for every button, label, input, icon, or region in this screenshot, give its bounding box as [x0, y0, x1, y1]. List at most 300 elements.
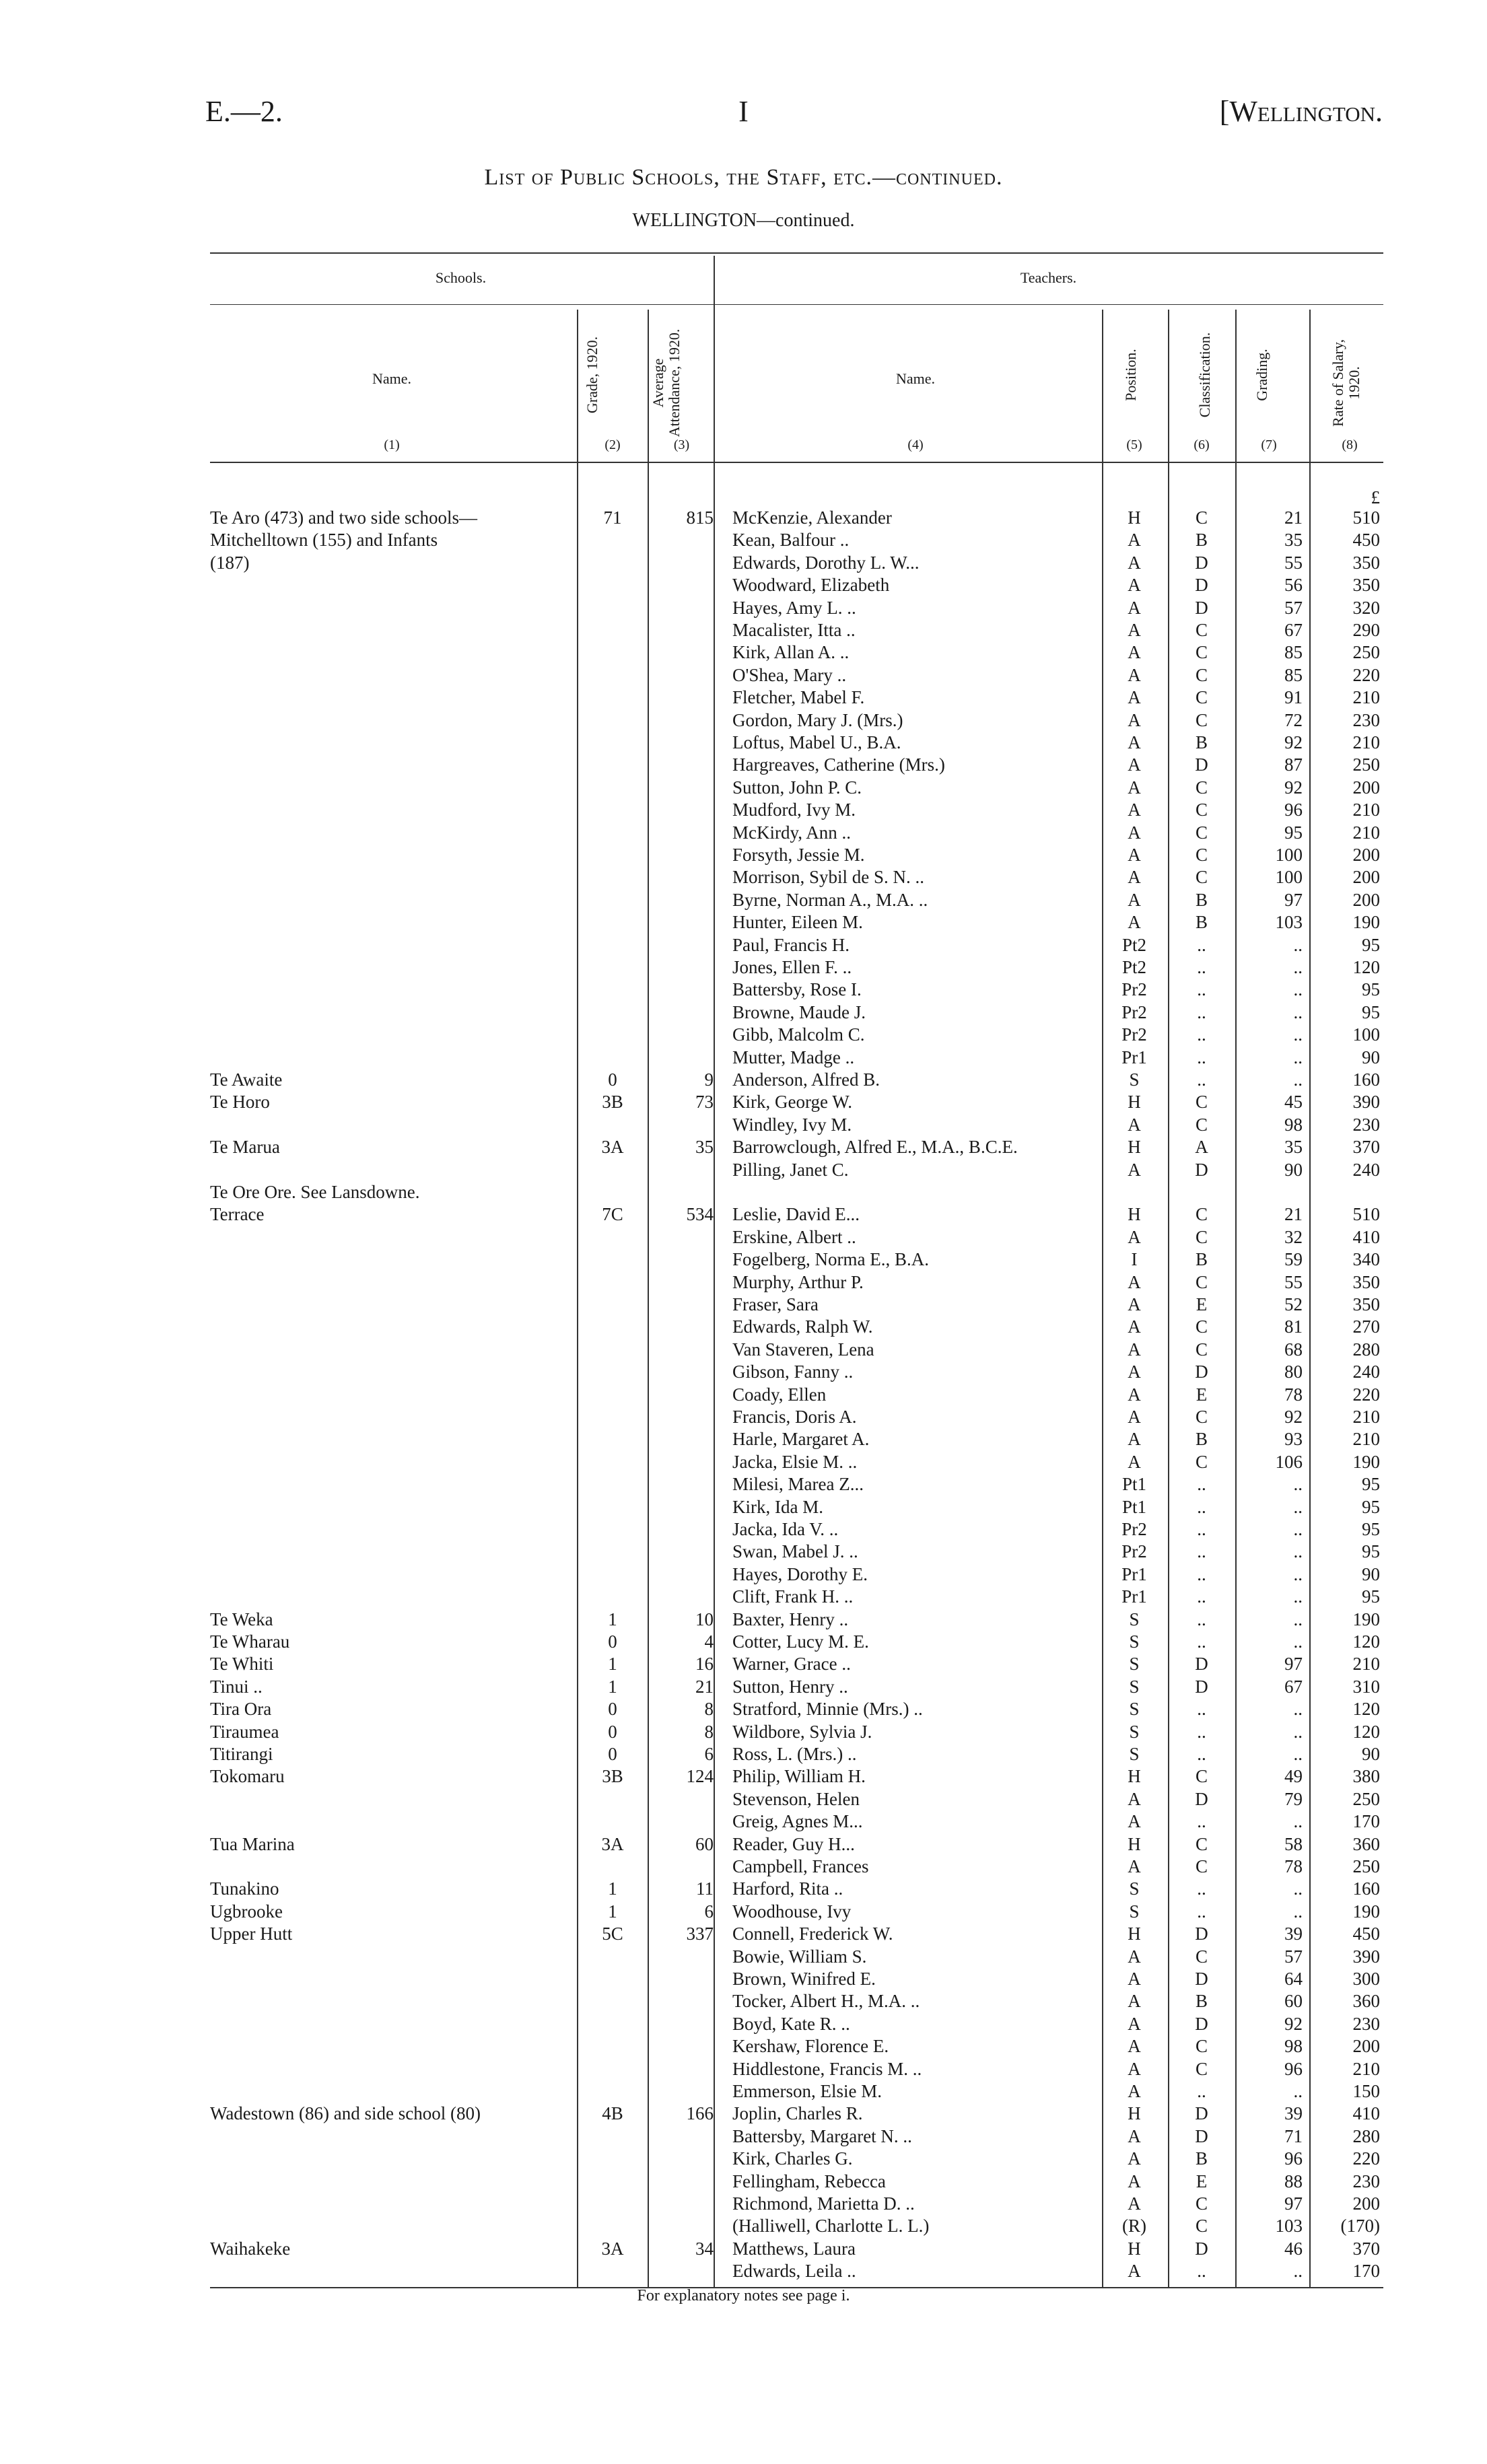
teacher-grading: 52: [1284, 1294, 1303, 1314]
teacher-name: Swan, Mabel J. ..: [732, 1541, 858, 1562]
teacher-classification: D: [1195, 1676, 1208, 1697]
teacher-name: Edwards, Ralph W.: [732, 1316, 873, 1337]
teacher-position: Pt2: [1121, 934, 1147, 955]
school-attendance: 21: [695, 1676, 714, 1697]
table-row: [0, 1113, 1487, 1136]
school-name: Mitchelltown (155) and Infants: [210, 530, 438, 551]
table-row: [0, 2125, 1487, 2148]
teacher-name: Stevenson, Helen: [732, 1788, 860, 1809]
teacher-position: A: [1128, 867, 1141, 888]
teacher-salary: 390: [1352, 1092, 1380, 1113]
school-attendance: 6: [704, 1744, 714, 1764]
teacher-name: Jacka, Elsie M. ..: [732, 1451, 858, 1472]
teacher-classification: C: [1195, 620, 1208, 640]
table-row: [0, 2147, 1487, 2170]
teacher-grading: ..: [1293, 1563, 1303, 1584]
column-number-3: (3): [673, 437, 690, 452]
teacher-grading: 100: [1275, 867, 1303, 888]
teacher-position: I: [1131, 1249, 1138, 1270]
teacher-grading: 64: [1284, 1969, 1303, 1989]
classification-heading: Classification.: [1196, 332, 1213, 418]
school-attendance: 6: [704, 1901, 714, 1922]
table-row: [0, 821, 1487, 844]
teacher-position: A: [1128, 1811, 1141, 1832]
table-row: [0, 709, 1487, 732]
school-attendance: 60: [695, 1833, 714, 1854]
teacher-grading: 96: [1284, 2148, 1303, 2169]
teacher-position: A: [1128, 642, 1141, 663]
teacher-position: A: [1128, 1969, 1141, 1989]
school-name: Te Aro (473) and two side schools—: [210, 507, 478, 528]
teacher-name: Fogelberg, Norma E., B.A.: [732, 1249, 929, 1270]
table-row: [0, 1810, 1487, 1833]
table-row: [0, 2035, 1487, 2057]
group-rule: [210, 304, 1383, 305]
teacher-classification: ..: [1197, 1721, 1206, 1742]
teacher-position: A: [1128, 1856, 1141, 1876]
teacher-classification: D: [1195, 2238, 1208, 2259]
table-row: [0, 1315, 1487, 1338]
teacher-classification: C: [1195, 2193, 1208, 2214]
teacher-grading: 103: [1275, 912, 1303, 933]
table-row: [0, 1135, 1487, 1158]
column-number-2: (2): [604, 437, 621, 452]
teacher-name: Kean, Balfour ..: [732, 530, 850, 551]
teacher-classification: C: [1195, 1856, 1208, 1876]
school-grade: 3B: [602, 1766, 623, 1787]
teacher-position: A: [1128, 889, 1141, 910]
teacher-position: Pt1: [1121, 1496, 1147, 1517]
teacher-classification: C: [1195, 800, 1208, 820]
teacher-salary: 190: [1352, 1901, 1380, 1922]
school-name: Tunakino: [210, 1878, 279, 1899]
teacher-salary: 230: [1352, 2171, 1380, 2191]
teacher-classification: C: [1195, 1339, 1208, 1360]
school-grade: 3A: [601, 2238, 624, 2259]
school-name: Tiraumea: [210, 1721, 279, 1742]
teacher-name: Windley, Ivy M.: [732, 1114, 852, 1135]
teacher-position: A: [1128, 1788, 1141, 1809]
table-row: [0, 1585, 1487, 1608]
teacher-name: O'Shea, Mary ..: [732, 664, 847, 685]
table-row: [0, 1788, 1487, 1810]
school-name: Waihakeke: [210, 2238, 291, 2259]
header-left: E.—2.: [205, 95, 283, 128]
table-row: [0, 506, 1487, 529]
teacher-grading: 88: [1284, 2171, 1303, 2191]
teacher-grading: 98: [1284, 1114, 1303, 1135]
teacher-salary: 200: [1352, 2036, 1380, 2057]
teacher-classification: E: [1196, 1294, 1208, 1314]
table-row: [0, 2012, 1487, 2035]
teacher-classification: B: [1195, 912, 1208, 933]
teacher-salary: 370: [1352, 2238, 1380, 2259]
teacher-classification: ..: [1197, 1001, 1206, 1022]
teacher-classification: C: [1195, 664, 1208, 685]
teacher-name: Macalister, Itta ..: [732, 620, 856, 640]
teacher-name: Emmerson, Elsie M.: [732, 2081, 882, 2101]
teacher-position: A: [1128, 1339, 1141, 1360]
table-row: [0, 934, 1487, 956]
teacher-classification: ..: [1197, 1541, 1206, 1562]
teacher-position: A: [1128, 1316, 1141, 1337]
teacher-position: H: [1128, 1766, 1141, 1787]
teacher-name: Ross, L. (Mrs.) ..: [732, 1744, 857, 1764]
teacher-salary: 210: [1352, 732, 1380, 752]
teacher-position: Pr1: [1121, 1586, 1147, 1607]
teacher-position: A: [1128, 1226, 1141, 1247]
teacher-classification: ..: [1197, 934, 1206, 955]
teacher-salary: 220: [1352, 2148, 1380, 2169]
teacher-position: A: [1128, 1294, 1141, 1314]
column-number-1: (1): [384, 437, 400, 452]
teacher-position: Pr2: [1121, 1024, 1147, 1045]
teacher-position: A: [1128, 2193, 1141, 2214]
teacher-salary: 210: [1352, 1407, 1380, 1427]
teacher-grading: 56: [1284, 575, 1303, 596]
page-title: List of Public Schools, the Staff, etc.—continued.: [484, 165, 1003, 190]
teacher-salary: 100: [1352, 1024, 1380, 1045]
teacher-grading: ..: [1293, 1519, 1303, 1539]
column-number-4: (4): [907, 437, 924, 452]
teacher-salary: 340: [1352, 1249, 1380, 1270]
teacher-name: Byrne, Norman A., M.A. ..: [732, 889, 928, 910]
teacher-salary: 380: [1352, 1766, 1380, 1787]
teacher-position: Pr2: [1121, 1541, 1147, 1562]
footnote: For explanatory notes see page i.: [637, 2287, 850, 2304]
teacher-position: H: [1128, 1204, 1141, 1225]
teacher-grading: 91: [1284, 687, 1303, 708]
school-grade: 1: [608, 1654, 617, 1675]
teacher-name: Joplin, Charles R.: [732, 2103, 863, 2124]
school-name: Tinui ..: [210, 1676, 263, 1697]
teacher-salary: 95: [1362, 1519, 1380, 1539]
teacher-grading: ..: [1293, 957, 1303, 977]
teacher-salary: 210: [1352, 1654, 1380, 1675]
teacher-salary: 210: [1352, 2058, 1380, 2079]
teacher-name: Kirk, Charles G.: [732, 2148, 853, 2169]
table-row: [0, 843, 1487, 866]
teacher-salary: 270: [1352, 1316, 1380, 1337]
teacher-grading: 90: [1284, 1159, 1303, 1180]
table-row: [0, 1833, 1487, 1856]
teacher-name: Stratford, Minnie (Mrs.) ..: [732, 1699, 923, 1720]
teacher-classification: C: [1195, 1946, 1208, 1967]
teacher-grading: 39: [1284, 2103, 1303, 2124]
school-grade: 0: [608, 1069, 617, 1090]
school-grade: 0: [608, 1699, 617, 1720]
teacher-name: Hayes, Amy L. ..: [732, 597, 856, 618]
teacher-salary: 95: [1362, 1586, 1380, 1607]
teacher-name: Mutter, Madge ..: [732, 1047, 855, 1067]
teacher-name: Connell, Frederick W.: [732, 1924, 893, 1944]
teacher-name: Fraser, Sara: [732, 1294, 819, 1314]
teacher-classification: C: [1195, 1316, 1208, 1337]
teacher-grading: 97: [1284, 889, 1303, 910]
teacher-classification: C: [1195, 845, 1208, 865]
teacher-grading: 59: [1284, 1249, 1303, 1270]
teacher-salary: 450: [1352, 1924, 1380, 1944]
teacher-salary: 300: [1352, 1969, 1380, 1989]
teacher-classification: D: [1195, 1924, 1208, 1944]
school-grade: 3A: [601, 1137, 624, 1158]
schools-group-heading: Schools.: [435, 269, 487, 286]
teacher-grading: ..: [1293, 1024, 1303, 1045]
teacher-position: A: [1128, 2036, 1141, 2057]
header-right: [Wellington.: [1219, 95, 1383, 128]
school-attendance: 4: [704, 1631, 714, 1652]
teacher-name: Kirk, Allan A. ..: [732, 642, 850, 663]
table-row: [0, 1405, 1487, 1428]
school-name: Te Horo: [210, 1092, 270, 1113]
teacher-salary: 360: [1352, 1991, 1380, 2012]
school-name: Tira Ora: [210, 1699, 272, 1720]
school-name: Te Wharau: [210, 1631, 290, 1652]
teacher-position: A: [1128, 1407, 1141, 1427]
teacher-grading: 21: [1284, 507, 1303, 528]
teacher-position: A: [1128, 1991, 1141, 2012]
teacher-name: Jones, Ellen F. ..: [732, 957, 852, 977]
column-number-5: (5): [1126, 437, 1142, 452]
school-grade: 71: [603, 507, 622, 528]
table-row: [0, 1158, 1487, 1181]
school-name: Tua Marina: [210, 1833, 295, 1854]
teacher-name: Brown, Winifred E.: [732, 1969, 876, 1989]
teacher-classification: B: [1195, 1429, 1208, 1450]
teacher-name: Pilling, Janet C.: [732, 1159, 849, 1180]
teacher-classification: C: [1195, 2036, 1208, 2057]
teacher-salary: 250: [1352, 1788, 1380, 1809]
school-grade: 4B: [602, 2103, 623, 2124]
teacher-salary: 95: [1362, 1541, 1380, 1562]
teacher-grading: 58: [1284, 1833, 1303, 1854]
teacher-position: S: [1129, 1721, 1140, 1742]
teacher-salary: 120: [1352, 1631, 1380, 1652]
teacher-grading: ..: [1293, 1878, 1303, 1899]
teacher-name: Milesi, Marea Z...: [732, 1474, 864, 1495]
school-attendance: 8: [704, 1721, 714, 1742]
teacher-position: Pr1: [1121, 1563, 1147, 1584]
teacher-classification: ..: [1197, 1901, 1206, 1922]
teacher-name: Baxter, Henry ..: [732, 1609, 849, 1629]
table-row: [0, 1900, 1487, 1923]
school-attendance: 8: [704, 1699, 714, 1720]
teacher-classification: A: [1195, 1137, 1208, 1158]
teacher-name: Boyd, Kate R. ..: [732, 2013, 850, 2034]
teacher-salary: 90: [1362, 1047, 1380, 1067]
teacher-grading: 57: [1284, 1946, 1303, 1967]
teacher-position: S: [1129, 1901, 1140, 1922]
teacher-position: A: [1128, 1451, 1141, 1472]
teacher-classification: E: [1196, 2171, 1208, 2191]
teacher-classification: ..: [1197, 1744, 1206, 1764]
teacher-grading: 80: [1284, 1362, 1303, 1382]
school-attendance: 337: [686, 1924, 714, 1944]
teacher-grading: ..: [1293, 1474, 1303, 1495]
table-row: [0, 1046, 1487, 1069]
teacher-grading: ..: [1293, 1744, 1303, 1764]
teacher-grading: ..: [1293, 1609, 1303, 1629]
teacher-name: Woodhouse, Ivy: [732, 1901, 852, 1922]
salary-heading: Rate of Salary, 1920.: [1329, 339, 1362, 427]
teacher-name: Richmond, Marietta D. ..: [732, 2193, 915, 2214]
teacher-salary: 95: [1362, 1496, 1380, 1517]
teacher-name: Kershaw, Florence E.: [732, 2036, 889, 2057]
teacher-grading: ..: [1293, 1721, 1303, 1742]
teacher-name: Sutton, John P. C.: [732, 777, 862, 798]
teacher-position: H: [1128, 2238, 1141, 2259]
table-row: [0, 798, 1487, 821]
teacher-classification: C: [1195, 2058, 1208, 2079]
teacher-position: S: [1129, 1654, 1140, 1675]
school-attendance: 124: [686, 1766, 714, 1787]
school-attendance: 9: [704, 1069, 714, 1090]
teacher-classification: ..: [1197, 979, 1206, 1000]
teacher-classification: B: [1195, 732, 1208, 752]
teacher-classification: ..: [1197, 1699, 1206, 1720]
teacher-position: S: [1129, 1699, 1140, 1720]
table-row: [0, 1450, 1487, 1473]
table-row: [0, 1720, 1487, 1743]
teacher-name: Forsyth, Jessie M.: [732, 845, 865, 865]
school-name: Wadestown (86) and side school (80): [210, 2103, 481, 2124]
teacher-salary: (170): [1340, 2216, 1380, 2237]
table-row: [0, 1518, 1487, 1541]
table-row: [0, 619, 1487, 641]
table-row: [0, 528, 1487, 551]
teacher-name: McKirdy, Ann ..: [732, 822, 851, 843]
table-row: [0, 776, 1487, 799]
school-name-heading: Name.: [372, 370, 412, 387]
teacher-classification: C: [1195, 1766, 1208, 1787]
teacher-grading: 68: [1284, 1339, 1303, 1360]
teacher-position: A: [1128, 2125, 1141, 2146]
teacher-position: A: [1128, 845, 1141, 865]
teacher-salary: 160: [1352, 1878, 1380, 1899]
teacher-position: A: [1128, 2081, 1141, 2101]
table-row: [0, 596, 1487, 619]
teacher-grading: 92: [1284, 1407, 1303, 1427]
teacher-grading: 97: [1284, 1654, 1303, 1675]
teacher-name: Van Staveren, Lena: [732, 1339, 874, 1360]
table-row: [0, 1203, 1487, 1226]
school-name: Te Marua: [210, 1137, 280, 1158]
teacher-salary: 360: [1352, 1833, 1380, 1854]
teacher-salary: 350: [1352, 575, 1380, 596]
teacher-classification: C: [1195, 1833, 1208, 1854]
teacher-salary: 90: [1362, 1563, 1380, 1584]
school-name: Tokomaru: [210, 1766, 285, 1787]
teacher-classification: C: [1195, 1226, 1208, 1247]
school-attendance: 166: [686, 2103, 714, 2124]
teacher-classification: ..: [1197, 957, 1206, 977]
teacher-salary: 250: [1352, 754, 1380, 775]
teacher-classification: C: [1195, 507, 1208, 528]
teacher-position: A: [1128, 1946, 1141, 1967]
table-row: [0, 1855, 1487, 1878]
school-attendance: 11: [696, 1878, 714, 1899]
teacher-grading: 67: [1284, 1676, 1303, 1697]
table-row: [0, 1922, 1487, 1945]
teacher-position: S: [1129, 1676, 1140, 1697]
teacher-grading: ..: [1293, 1699, 1303, 1720]
teacher-position: Pr2: [1121, 1001, 1147, 1022]
school-name: Ugbrooke: [210, 1901, 283, 1922]
teacher-name: (Halliwell, Charlotte L. L.): [732, 2216, 930, 2237]
teacher-classification: D: [1195, 2103, 1208, 2124]
teacher-salary: 170: [1352, 2261, 1380, 2282]
table-row: [0, 1293, 1487, 1316]
teacher-salary: 230: [1352, 709, 1380, 730]
teacher-grading: 103: [1275, 2216, 1303, 2237]
school-attendance: 16: [695, 1654, 714, 1675]
teacher-classification: C: [1195, 867, 1208, 888]
teacher-classification: ..: [1197, 1631, 1206, 1652]
teacher-classification: D: [1195, 1654, 1208, 1675]
teacher-grading: 35: [1284, 1137, 1303, 1158]
teacher-grading: ..: [1293, 1586, 1303, 1607]
teacher-classification: ..: [1197, 2261, 1206, 2282]
teacher-classification: ..: [1197, 1878, 1206, 1899]
teacher-grading: ..: [1293, 1069, 1303, 1090]
teacher-classification: B: [1195, 1991, 1208, 2012]
teachers-group-heading: Teachers.: [1020, 269, 1077, 286]
teacher-salary: 190: [1352, 1609, 1380, 1629]
teacher-salary: 200: [1352, 845, 1380, 865]
teacher-position: S: [1129, 1631, 1140, 1652]
school-name: Upper Hutt: [210, 1924, 293, 1944]
teacher-grading: 98: [1284, 2036, 1303, 2057]
teacher-grading: 95: [1284, 822, 1303, 843]
school-grade: 1: [608, 1609, 617, 1629]
teacher-classification: C: [1195, 709, 1208, 730]
teacher-salary: 230: [1352, 1114, 1380, 1135]
school-grade: 3B: [602, 1092, 623, 1113]
table-row: [0, 1068, 1487, 1091]
teacher-grading: 87: [1284, 754, 1303, 775]
table-row: [0, 1608, 1487, 1631]
table-row: [0, 2170, 1487, 2193]
teacher-classification: C: [1195, 2216, 1208, 2237]
teacher-name: Gordon, Mary J. (Mrs.): [732, 709, 903, 730]
teacher-salary: 280: [1352, 2125, 1380, 2146]
teacher-name: Leslie, David E...: [732, 1204, 860, 1225]
teacher-classification: D: [1195, 1969, 1208, 1989]
teacher-position: A: [1128, 1114, 1141, 1135]
teacher-classification: B: [1195, 530, 1208, 551]
school-grade: 1: [608, 1878, 617, 1899]
teacher-position: A: [1128, 709, 1141, 730]
teacher-name: Kirk, Ida M.: [732, 1496, 823, 1517]
teacher-name-heading: Name.: [895, 370, 936, 387]
teacher-position: A: [1128, 912, 1141, 933]
table-row: [0, 1652, 1487, 1675]
teacher-classification: E: [1196, 1384, 1208, 1405]
teacher-position: A: [1128, 1159, 1141, 1180]
teacher-position: A: [1128, 2148, 1141, 2169]
table-row: [0, 1248, 1487, 1271]
teacher-classification: ..: [1197, 1047, 1206, 1067]
teacher-classification: D: [1195, 575, 1208, 596]
teacher-name: Fletcher, Mabel F.: [732, 687, 865, 708]
teacher-salary: 150: [1352, 2081, 1380, 2101]
teacher-classification: B: [1195, 2148, 1208, 2169]
teacher-name: Wildbore, Sylvia J.: [732, 1721, 872, 1742]
teacher-name: Sutton, Henry ..: [732, 1676, 848, 1697]
school-grade: 1: [608, 1901, 617, 1922]
teacher-salary: 190: [1352, 1451, 1380, 1472]
header-page-number: I: [738, 95, 749, 128]
